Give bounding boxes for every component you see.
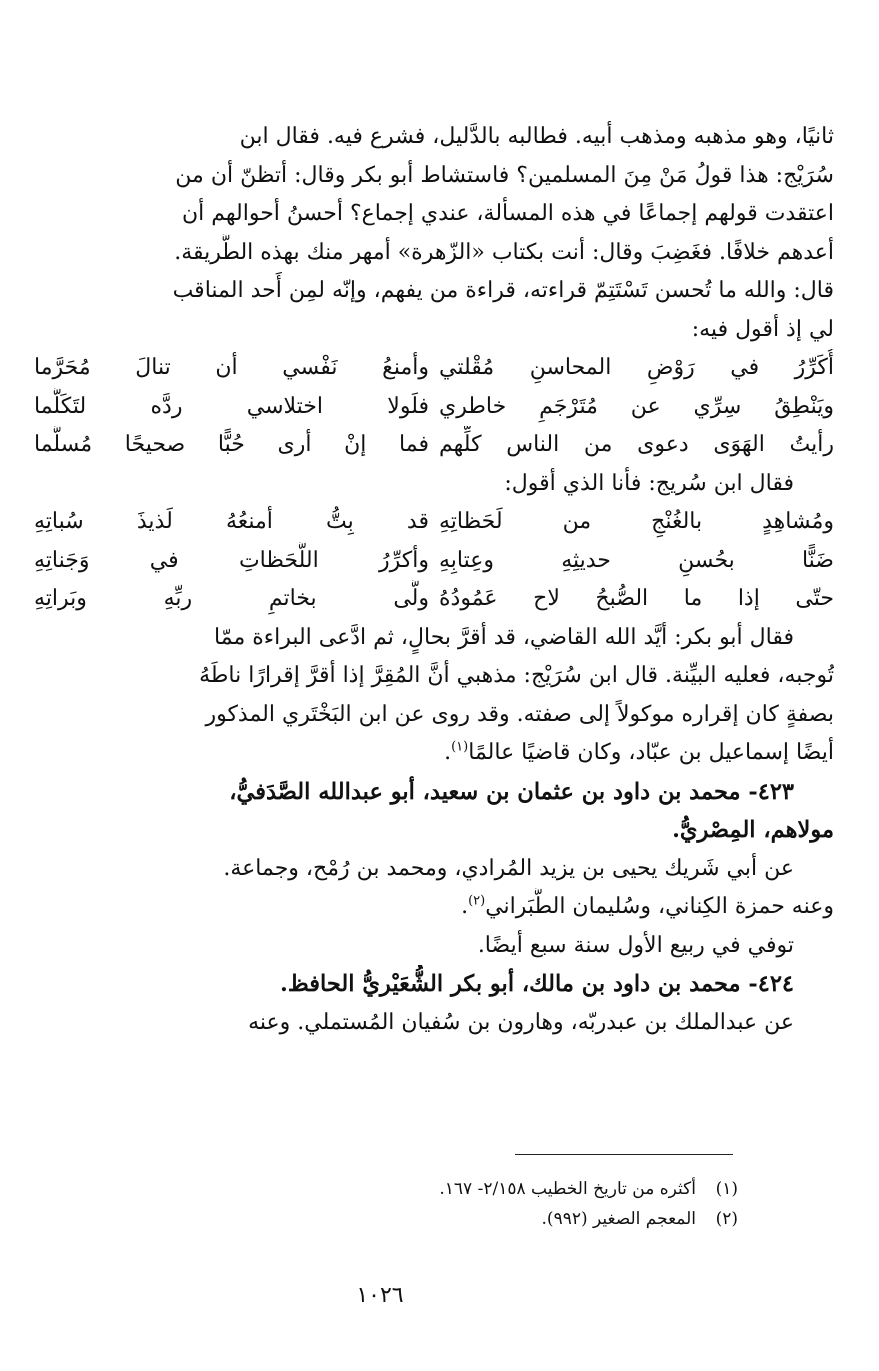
text-line: تُوجبه، فعليه البيِّنة. قال ابن سُرَيْج: مذهبي أنَّ المُقِرَّ إذا أقرَّ إقرارًا ناطَهُ [199, 663, 834, 688]
verse-first-hemistich: رأيتُ الهَوَى دعوى من الناس كلِّهم [439, 432, 834, 457]
text-line: أعدهم خلافًا. فغَضِبَ وقال: أنت بكتاب «الزّهرة» أمهر منك بهذه الطَّريقة. [174, 239, 834, 265]
text-segment: أيضًا إسماعيل بن عبّاد، وكان قاضيًا عالمًا [468, 740, 834, 765]
footnote-text: المعجم الصغير (٩٩٢). [541, 1209, 696, 1229]
entry-heading: مولاهم، المِصْريُّ. [672, 817, 834, 843]
verse-line [34, 388, 834, 427]
page-number: ١٠٢٦ [356, 1283, 404, 1308]
verse-first-hemistich: ومُشاهِدٍ بالغُنْجِ من لَحَظاتِهِ [439, 509, 834, 534]
text-segment: وعنه حمزة الكِناني، وسُليمان الطَّبَراني [485, 894, 834, 919]
verse-second-hemistich: وأمنعُ نَفْسي أن تنالَ مُحَرَّما [34, 355, 429, 380]
footnote-separator [515, 1154, 733, 1155]
verse-line [34, 542, 834, 581]
verse-second-hemistich: ولَّى بخاتمِ ربِّهِ وبَراتِهِ [34, 586, 429, 611]
text-line: توفي في ربيع الأول سنة سبع أيضًا. [477, 932, 794, 958]
verse-second-hemistich: فلَولا اختلاسي ردَّه لتَكَلَّما [34, 393, 429, 419]
entry-heading: ٤٢٣- محمد بن داود بن عثمان بن سعيد، أبو عبدالله الصَّدَفيُّ، [229, 778, 794, 805]
footnote [250, 1204, 738, 1234]
text-line: وعنه حمزة الكِناني، وسُليمان الطَّبَراني$^{(٢)}$. [461, 893, 834, 919]
entry-heading: ٤٢٤- محمد بن داود بن مالك، أبو بكر الشُّعَيْريُّ الحافظ. [280, 971, 794, 997]
verse-second-hemistich: وأكرِّرُ اللَّحَظاتِ في وَجَناتِهِ [34, 547, 429, 573]
footnotes [250, 1174, 738, 1234]
footnote-number: (١) [715, 1179, 738, 1199]
footnote-number: (٢) [715, 1209, 738, 1229]
verse-second-hemistich: فما إنْ أرى حُبًّا صحيحًا مُسلَّما [34, 432, 429, 457]
verse-line [34, 426, 834, 465]
verse-second-hemistich: قد بِتُّ أمنعُهُ لَذيذَ سُباتِهِ [34, 509, 429, 534]
footnote-text: أكثره من تاريخ الخطيب ٢/١٥٨- ١٦٧. [439, 1179, 696, 1199]
main-text [34, 118, 834, 1042]
text-line: سُرَيْج: هذا قولُ مَنْ مِنَ المسلمين؟ فاستشاط أبو بكر وقال: أتظنّ أن من [175, 162, 834, 188]
text-line: اعتقدت قولهم إجماعًا في هذه المسألة، عندي إجماع؟ أحسنُ أحوالهم أن [181, 201, 834, 226]
text-line: عن أبي شَريك يحيى بن يزيد المُرادي، ومحمد بن رُمْح، وجماعة. [223, 855, 794, 881]
verse-line [34, 349, 834, 388]
verse-line [34, 580, 834, 619]
text-line: عن عبدالملك بن عبدربّه، وهارون بن سُفيان المُستملي. وعنه [248, 1009, 794, 1035]
footnote-reference[interactable]: (١) [451, 739, 469, 755]
footnote [250, 1174, 738, 1204]
text-line: فقال أبو بكر: أيَّد الله القاضي، قد أقرَّ بحالٍ، ثم ادَّعى البراءة ممّا [214, 624, 794, 650]
text-line: بصفةٍ كان إقراره موكولاً إلى صفته. وقد روى عن ابن البَخْتَري المذكور [205, 701, 834, 727]
verse-first-hemistich: حتّى إذا ما الصُّبحُ لاح عَمُودُهُ [439, 586, 834, 611]
text-line: لي إذ أقول فيه: [691, 316, 834, 342]
footnote-reference[interactable]: (٢) [468, 893, 486, 909]
verse-first-hemistich: أُكَرِّرُ في رَوْضِ المحاسنِ مُقْلتي [439, 355, 834, 380]
text-line: قال: والله ما تُحسن تَسْتَتِمّ قراءته، قراءة من يفهم، وإنّه لمِن أَحد المناقب [172, 278, 834, 303]
text-line: أيضًا إسماعيل بن عبّاد، وكان قاضيًا عالمًا$^{(١)}$. [444, 739, 834, 765]
text-line: ثانيًا، وهو مذهبه ومذهب أبيه. فطالبه بالدَّليل، فشرع فيه. فقال ابن [239, 124, 834, 149]
verse-line [34, 503, 834, 542]
verse-first-hemistich: ويَنْطِقُ سِرِّي عن مُتَرْجَمِ خاطري [439, 393, 834, 419]
verse-first-hemistich: ضَنًّا بحُسنِ حديثِهِ وعِتابِهِ [439, 547, 834, 573]
text-line: فقال ابن سُريج: فأنا الذي أقول: [504, 470, 794, 496]
